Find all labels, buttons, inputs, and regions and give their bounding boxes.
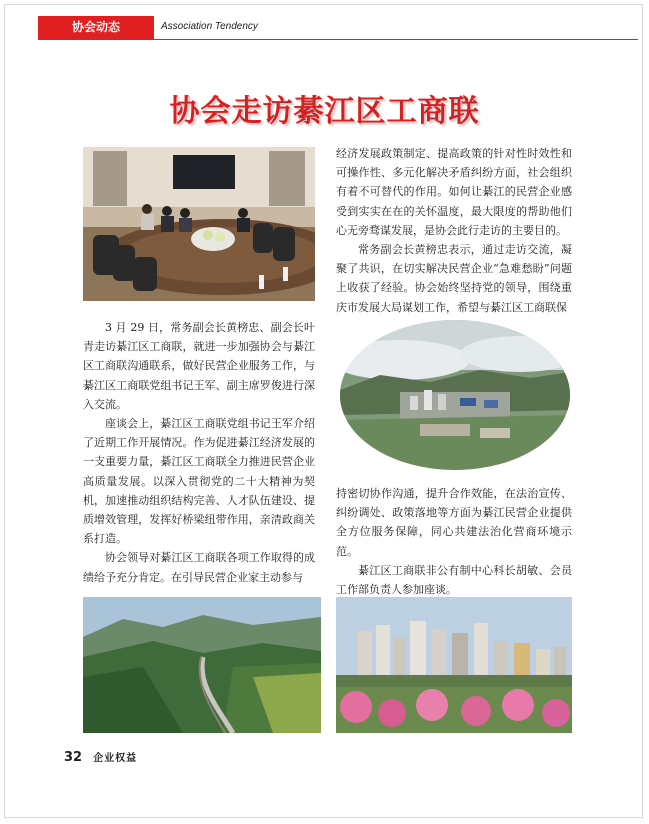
paragraph: 持密切协作沟通，提升合作效能，在法治宣传、纠纷调处、政策落地等方面为綦江民营企业提供全方位服务保障，同心共建法治化营商环境示范。 [336, 487, 572, 558]
article-body-right-column-bottom [336, 484, 572, 599]
paragraph: 经济发展政策制定、提高政策的针对性时效性和可操作性、多元化解决矛盾纠纷方面，社会组织有着不可替代的作用。如何让綦江的民营企业感受到实实在在的关怀温度，最大限度的帮助他们心无旁骛谋发展，是协会此行走访的主要目的。 [336, 147, 572, 237]
magazine-name: 企业权益 [93, 753, 138, 764]
paragraph: 綦江区工商联非公有制中心科长胡敏、会员工作部负责人参加座谈。 [336, 563, 572, 597]
page-footer [64, 746, 137, 765]
meeting-photo [83, 147, 315, 301]
paragraph: 座谈会上，綦江区工商联党组书记王军介绍了近期工作开展情况。作为促进綦江经济发展的一支重要力量，綦江区工商联全力推进民营企业高质量发展。以深入贯彻党的二十大精神为契机，加速推动组织结构完善、人才队伍建设、提质增效管理，发挥好桥梁纽带作用，亲清政商关系打造。 [83, 417, 315, 546]
page-number: 32 [64, 750, 83, 765]
mountain-valley-photo [83, 597, 321, 733]
header-rule [38, 39, 638, 40]
article-body-right-column-top [336, 144, 572, 317]
article-body-left-column [83, 318, 315, 587]
paragraph: 常务副会长黄榜忠表示，通过走访交流，凝聚了共识，在切实解决民营企业“急难愁盼”问题上收获了经验。协会始终坚持党的领导，围绕重庆市发展大局谋划工作，希望与綦江区工商联保 [336, 243, 572, 314]
aerial-town-photo [340, 320, 570, 470]
article-title: 协会走访綦江区工商联 [169, 94, 480, 129]
city-skyline-photo [336, 597, 572, 733]
paragraph: 协会领导对綦江区工商联各项工作取得的成绩给予充分肯定。在引导民营企业家主动参与 [83, 551, 315, 584]
section-tag: 协会动态 [38, 16, 154, 39]
paragraph: 3 月 29 日，常务副会长黄榜忠、副会长叶青走访綦江区工商联，就进一步加强协会与綦江区工商联沟通联系，做好民营企业服务工作，与綦江区工商联党组书记王军、副主席罗俊进行深入交流。 [83, 321, 315, 411]
section-english-title: Association Tendency [161, 21, 258, 32]
